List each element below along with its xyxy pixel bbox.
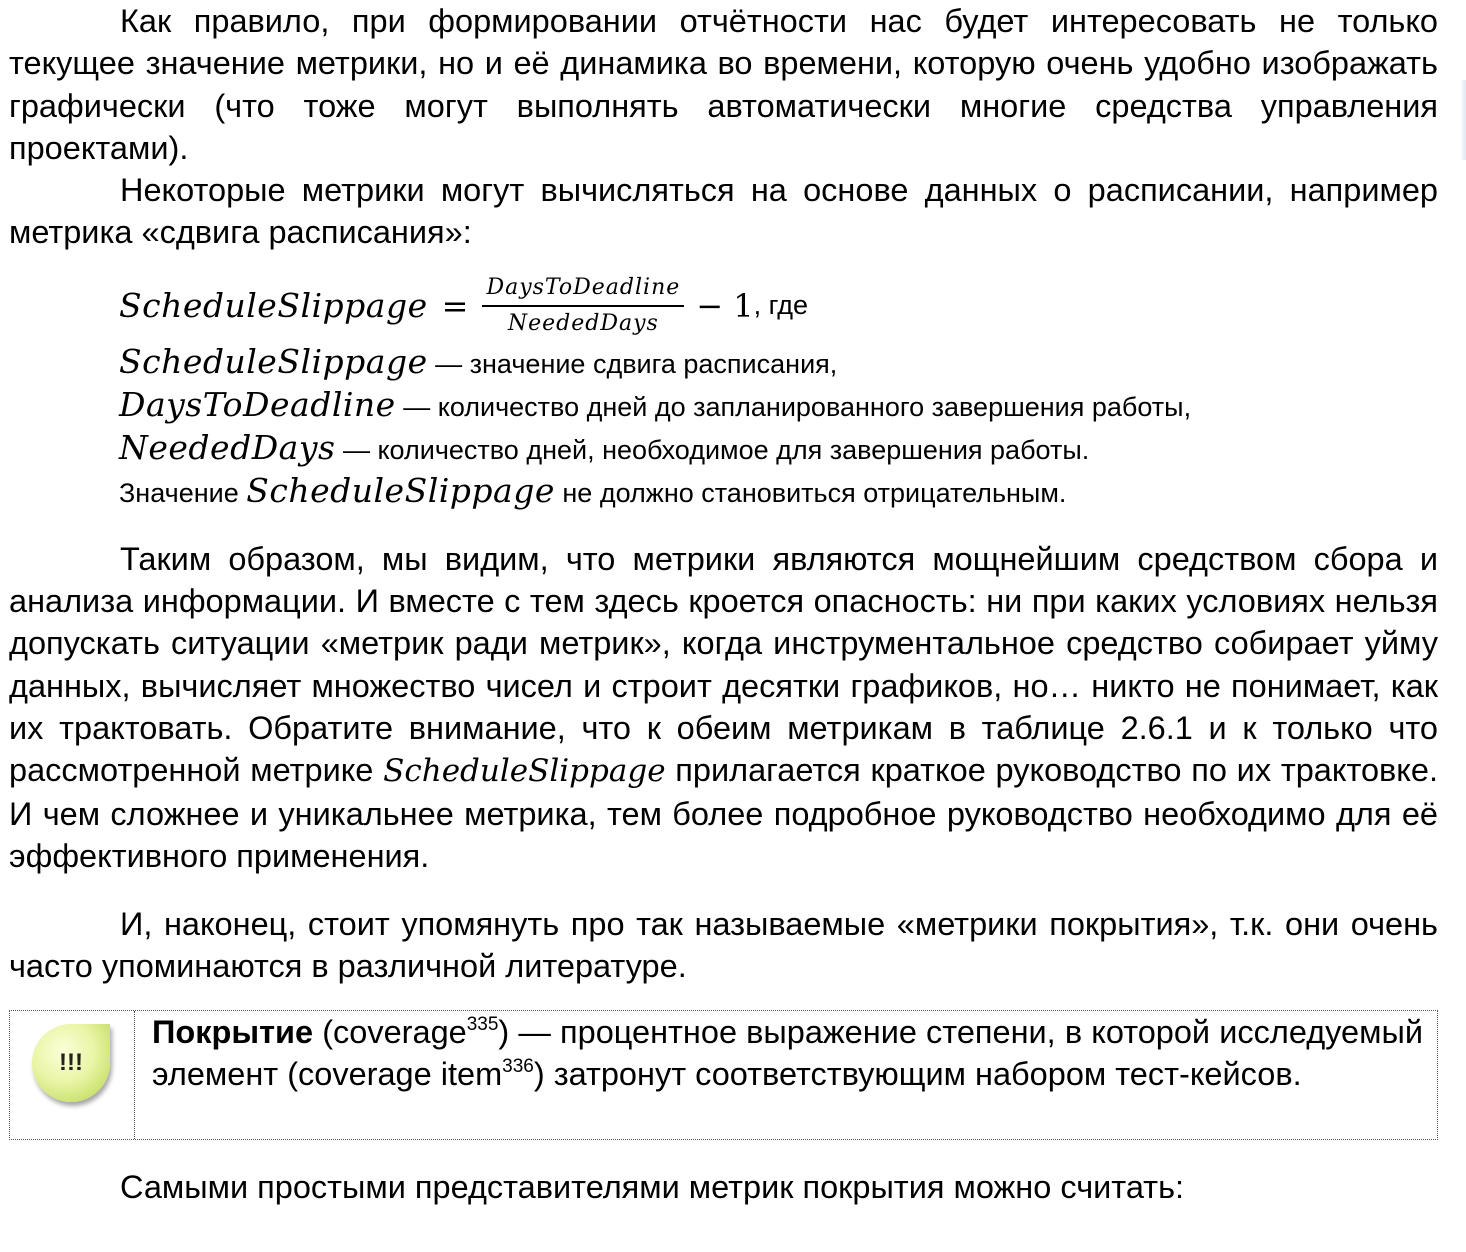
formula-lhs: ScheduleSlippage xyxy=(119,286,428,326)
formula-minus-one: − 1 xyxy=(696,286,754,325)
def-symbol: NeededDays xyxy=(119,427,336,467)
footnote-ref-336[interactable]: 336 xyxy=(502,1056,534,1078)
p3-text-after: прилагается краткое руководство по их трактовке. И чем сложнее и уникальнее метрика, тем более подробное руководство необходимо для её эффективного применения. xyxy=(9,752,1438,874)
paragraph-metrics-danger xyxy=(9,538,1438,877)
p3-inline-math: ScheduleSlippage xyxy=(383,753,666,790)
def-symbol: DaysToDeadline xyxy=(119,384,396,424)
definition-term: Покрытие xyxy=(152,1013,314,1050)
def-text: — количество дней, необходимое для завершения работы. xyxy=(335,434,1090,465)
formula-where: , где xyxy=(753,290,809,321)
formula-equals: = xyxy=(441,286,469,325)
scrollbar-edge[interactable] xyxy=(1460,80,1466,160)
fraction-bar xyxy=(482,305,684,307)
p3-text-before: Таким образом, мы видим, что метрики являются мощнейшим средством сбора и анализа информации. И вместе с тем здесь кроется опасность: ни при каких условиях нельзя допускать ситуации «метрик ради метрик», когда инструментальное средство собирает уйму данных, вычисляет множество чисел и строит десятки графиков, но… никто не понимает, как их трактовать. Обратите внимание, что к обеим метрикам в таблице 2.6.1 и к только что рассмотренной метрике xyxy=(9,540,1438,789)
formula-note-line xyxy=(119,469,1438,512)
document-page xyxy=(9,0,1438,1208)
def-symbol: ScheduleSlippage xyxy=(119,341,428,381)
note-after: не должно становиться отрицательным. xyxy=(554,477,1067,508)
formula-block xyxy=(119,272,1438,512)
definition-open-paren: (coverage xyxy=(313,1013,467,1050)
paragraph-schedule-metrics: Некоторые метрики могут вычисляться на основе данных о расписании, например метрика «сдвига расписания»: xyxy=(9,172,1438,251)
definition-icon-cell xyxy=(10,1011,135,1139)
definition-text xyxy=(135,1011,1437,1139)
formula-def-line xyxy=(119,426,1438,469)
note-symbol: ScheduleSlippage xyxy=(246,470,555,510)
footnote-ref-335[interactable]: 335 xyxy=(466,1013,499,1035)
formula-numerator: DaysToDeadline xyxy=(486,274,681,300)
paragraph-coverage-simple: Самыми простыми представителями метрик покрытия можно считать: xyxy=(120,1168,1185,1205)
exclamation-badge-icon: !!! xyxy=(32,1024,110,1102)
definition-text-1: ) — процентное выражение степени, в которой исследуемый элемент (coverage item xyxy=(152,1013,1423,1093)
definition-text-2: ) затронут соответствующим набором тест-кейсов. xyxy=(533,1056,1302,1093)
def-text: — значение сдвига расписания, xyxy=(427,348,838,379)
def-text: — количество дней до запланированного завершения работы, xyxy=(395,391,1192,422)
definition-box xyxy=(9,1010,1438,1140)
note-before: Значение xyxy=(119,477,247,508)
paragraph-coverage-intro: И, наконец, стоит упомянуть про так называемые «метрики покрытия», т.к. они очень часто упоминаются в различной литературе. xyxy=(9,906,1438,985)
formula-denominator: NeededDays xyxy=(507,310,659,336)
formula-def-line xyxy=(119,383,1438,426)
formula-def-line xyxy=(119,340,1438,383)
formula-fraction xyxy=(482,274,684,338)
schedule-slippage-equation xyxy=(119,272,1438,340)
paragraph-reporting-dynamics: Как правило, при формировании отчётности нас будет интересовать не только текущее значение метрики, но и её динамика во времени, которую очень удобно изображать графически (что тоже могут выполнять автоматически многие средства управления проектами). xyxy=(9,3,1438,166)
